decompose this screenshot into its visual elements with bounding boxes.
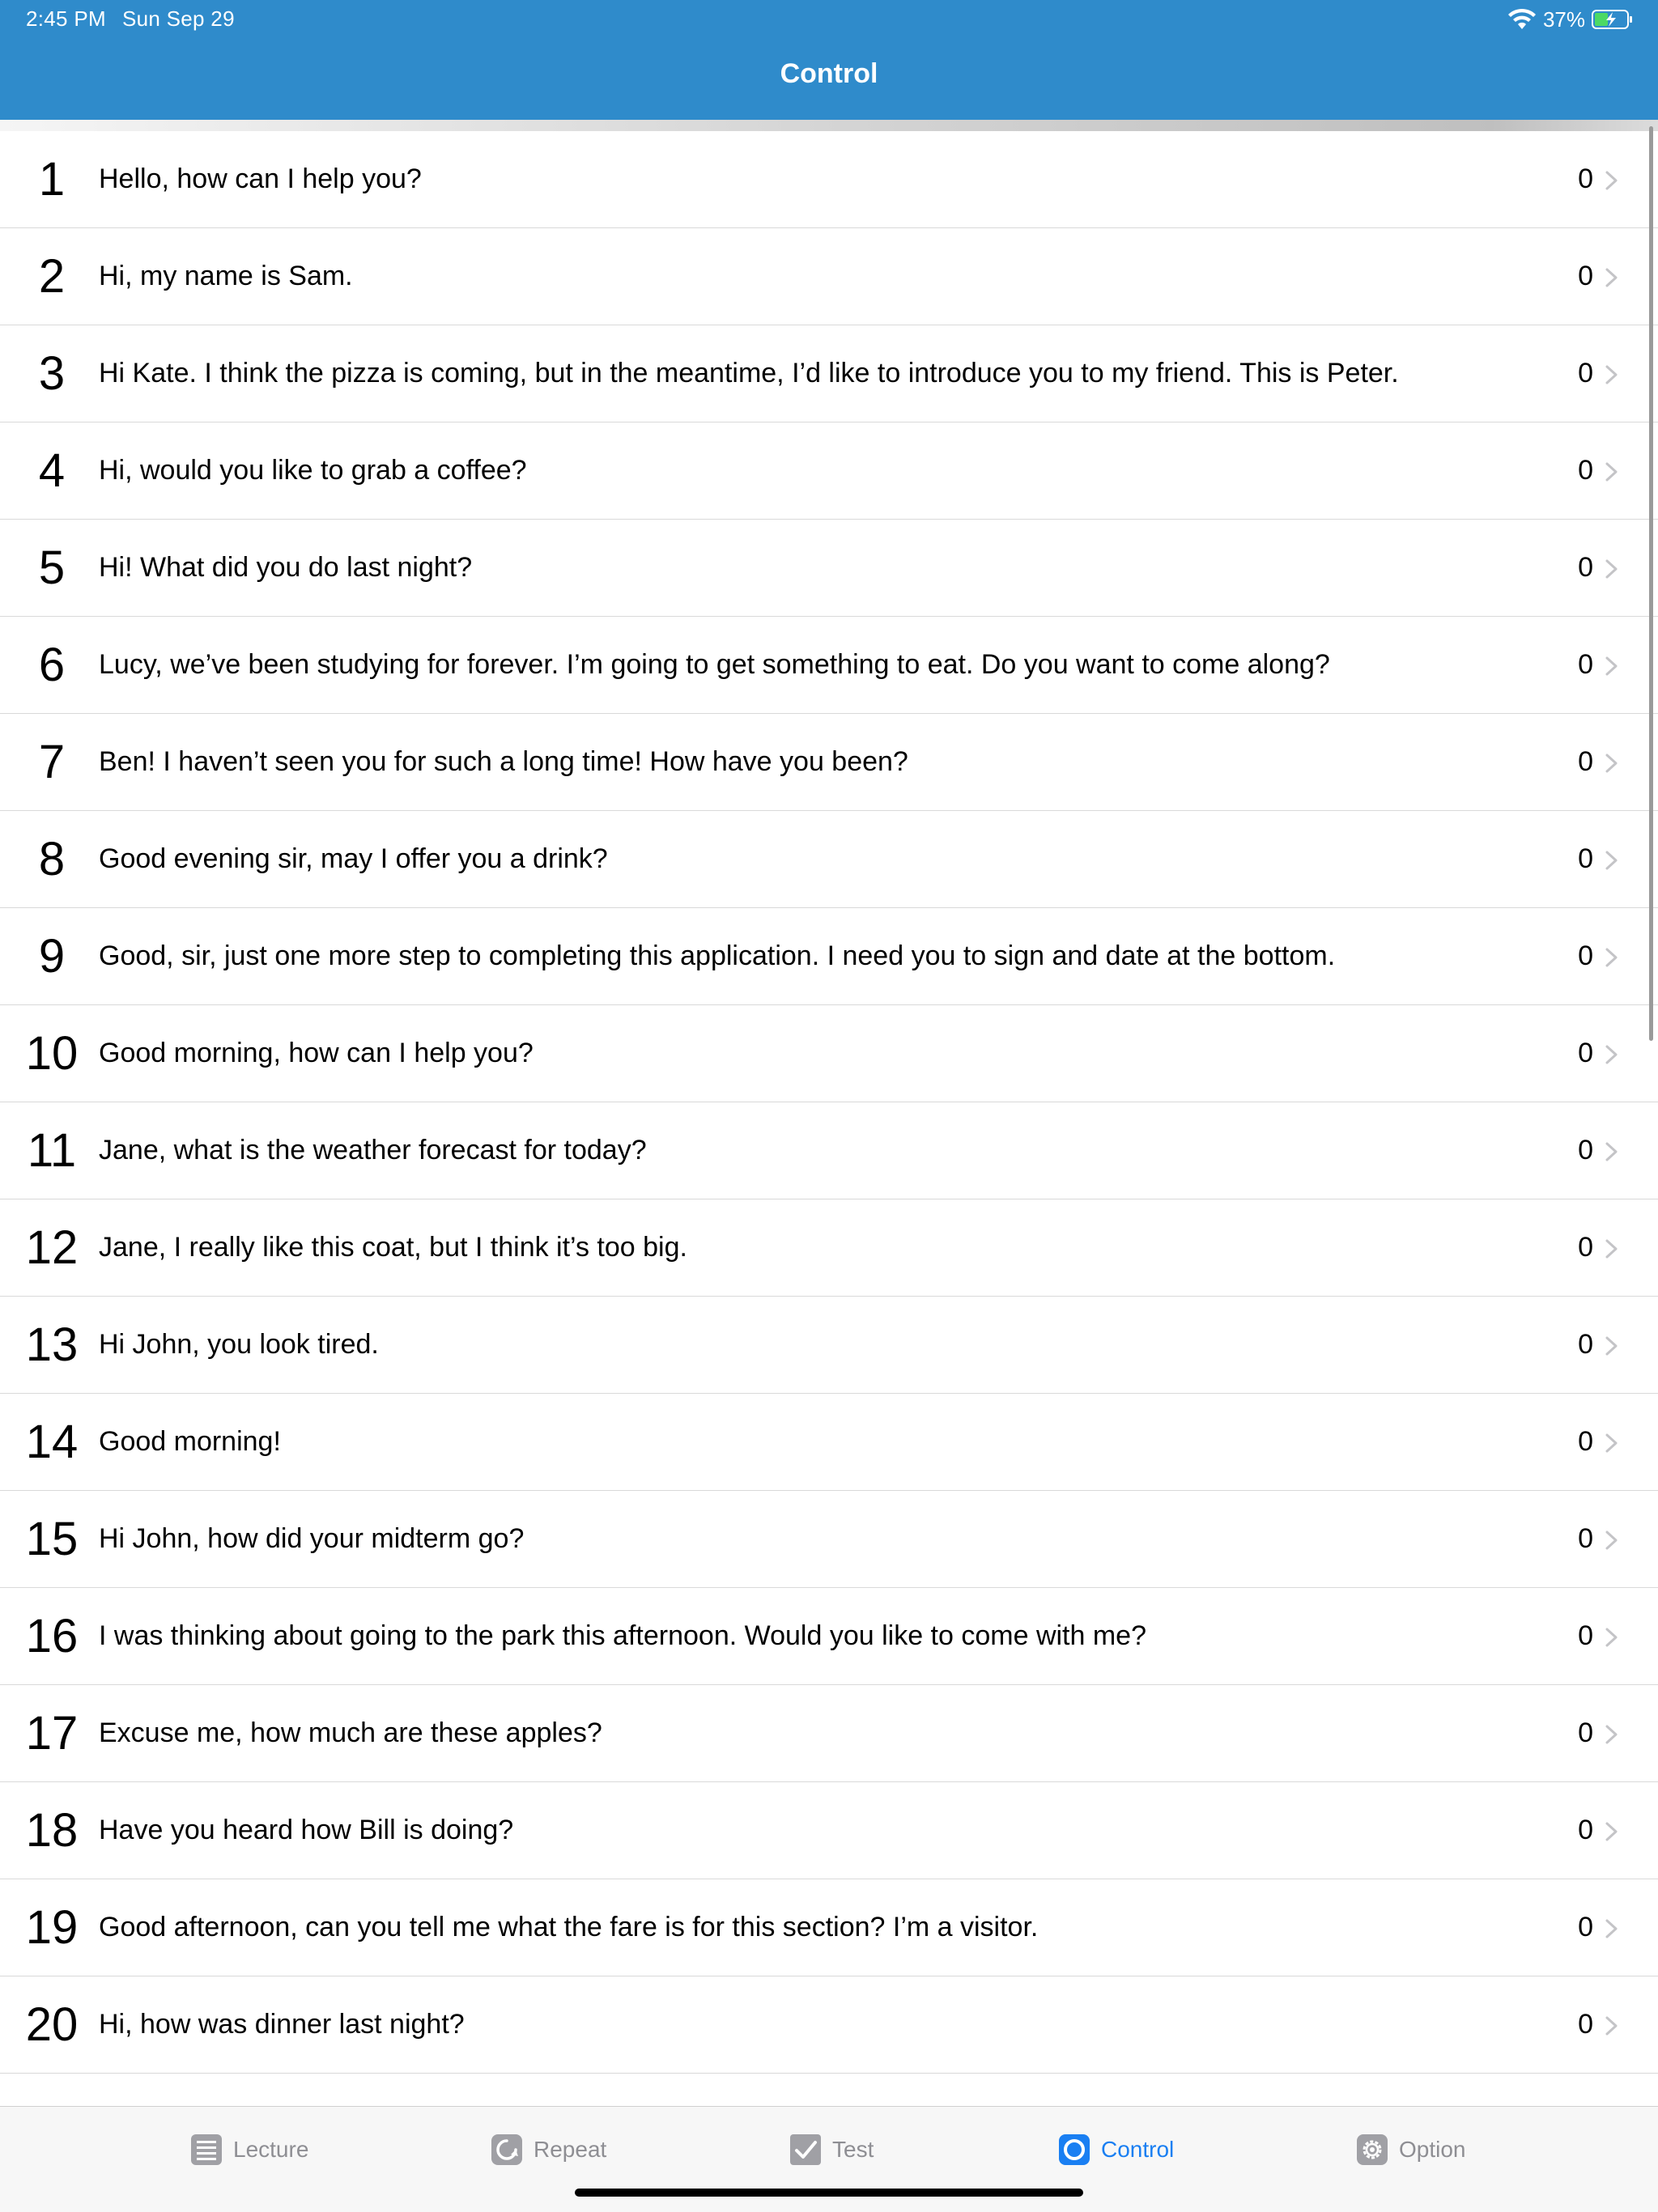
row-count: 0 xyxy=(1578,940,1593,971)
row-count: 0 xyxy=(1578,843,1593,874)
list-row[interactable] xyxy=(0,1782,1658,1879)
row-number: 5 xyxy=(38,541,66,594)
row-number: 9 xyxy=(38,930,66,983)
chevron-right-icon xyxy=(1605,1627,1619,1648)
list-row[interactable] xyxy=(0,131,1658,228)
list-row[interactable] xyxy=(0,1199,1658,1297)
row-count: 0 xyxy=(1578,1426,1593,1457)
chevron-right-icon xyxy=(1605,170,1619,191)
tab-label: Lecture xyxy=(233,2137,309,2162)
tab-label: Option xyxy=(1399,2137,1466,2162)
list-row[interactable] xyxy=(0,1297,1658,1394)
row-count: 0 xyxy=(1578,2009,1593,2040)
chevron-right-icon xyxy=(1605,1530,1619,1551)
chevron-right-icon xyxy=(1605,267,1619,288)
chevron-right-icon xyxy=(1605,1335,1619,1356)
row-sentence: Good morning, how can I help you? xyxy=(99,1038,534,1068)
row-count: 0 xyxy=(1578,1135,1593,1165)
circle-icon xyxy=(1057,2133,1091,2167)
chevron-right-icon xyxy=(1605,1238,1619,1259)
row-sentence: Jane, what is the weather forecast for today? xyxy=(99,1135,647,1165)
list-row[interactable] xyxy=(0,1005,1658,1102)
tab-option[interactable] xyxy=(1355,2131,1466,2168)
list-row[interactable] xyxy=(0,325,1658,422)
chevron-right-icon xyxy=(1605,558,1619,580)
row-sentence: Hi, my name is Sam. xyxy=(99,261,353,291)
chevron-right-icon xyxy=(1605,2015,1619,2036)
row-sentence: Lucy, we’ve been studying for forever. I’m going to get something to eat. Do you want to come along? xyxy=(99,649,1330,680)
chevron-right-icon xyxy=(1605,1821,1619,1842)
row-count: 0 xyxy=(1578,1717,1593,1748)
status-time: 2:45 PM xyxy=(26,6,106,31)
list-row[interactable] xyxy=(0,1879,1658,1976)
row-number: 7 xyxy=(38,736,66,788)
row-sentence: Hello, how can I help you? xyxy=(99,163,422,194)
list-row[interactable] xyxy=(0,617,1658,714)
row-sentence: Hi! What did you do last night? xyxy=(99,552,473,583)
list-row[interactable] xyxy=(0,1394,1658,1491)
row-count: 0 xyxy=(1578,1620,1593,1651)
row-number: 6 xyxy=(38,639,66,691)
tab-control[interactable] xyxy=(1057,2131,1174,2168)
list-row[interactable] xyxy=(0,714,1658,811)
row-count: 0 xyxy=(1578,746,1593,777)
chevron-right-icon xyxy=(1605,1724,1619,1745)
navigation-header xyxy=(0,0,1658,120)
home-indicator[interactable] xyxy=(575,2189,1083,2197)
repeat-icon xyxy=(490,2133,524,2167)
row-number: 15 xyxy=(25,1513,79,1565)
row-count: 0 xyxy=(1578,649,1593,680)
row-sentence: Excuse me, how much are these apples? xyxy=(99,1717,602,1748)
chevron-right-icon xyxy=(1605,461,1619,482)
row-count: 0 xyxy=(1578,1329,1593,1360)
list-row[interactable] xyxy=(0,1976,1658,2074)
row-sentence: Have you heard how Bill is doing? xyxy=(99,1815,514,1845)
page-title: Control xyxy=(780,58,878,89)
row-number: 18 xyxy=(25,1804,79,1857)
row-sentence: Hi, how was dinner last night? xyxy=(99,2009,465,2040)
row-sentence: Hi Kate. I think the pizza is coming, but in the meantime, I’d like to introduce you to my friend. This is Peter. xyxy=(99,358,1399,388)
checkmark-icon xyxy=(789,2133,823,2167)
wifi-icon xyxy=(1507,8,1537,31)
row-number: 8 xyxy=(38,833,66,885)
list-row[interactable] xyxy=(0,520,1658,617)
list-row[interactable] xyxy=(0,908,1658,1005)
chevron-right-icon xyxy=(1605,1141,1619,1162)
row-count: 0 xyxy=(1578,1523,1593,1554)
row-sentence: Hi, would you like to grab a coffee? xyxy=(99,455,527,486)
row-number: 20 xyxy=(25,1998,79,2051)
row-number: 4 xyxy=(38,444,66,497)
scroll-indicator[interactable] xyxy=(1649,126,1653,1041)
sentence-list xyxy=(0,131,1658,2074)
row-number: 12 xyxy=(25,1221,79,1274)
row-sentence: Hi John, how did your midterm go? xyxy=(99,1523,525,1554)
row-number: 3 xyxy=(38,347,66,400)
list-row[interactable] xyxy=(0,1102,1658,1199)
chevron-right-icon xyxy=(1605,753,1619,774)
row-count: 0 xyxy=(1578,1232,1593,1263)
row-count: 0 xyxy=(1578,1912,1593,1942)
row-sentence: Good afternoon, can you tell me what the fare is for this section? I’m a visitor. xyxy=(99,1912,1039,1942)
chevron-right-icon xyxy=(1605,850,1619,871)
row-number: 1 xyxy=(38,153,66,206)
row-number: 14 xyxy=(25,1416,79,1468)
chevron-right-icon xyxy=(1605,1918,1619,1939)
tab-label: Control xyxy=(1101,2137,1175,2162)
tab-repeat[interactable] xyxy=(490,2131,606,2168)
battery-charging-icon xyxy=(1592,9,1634,30)
row-number: 2 xyxy=(38,250,66,303)
chevron-right-icon xyxy=(1605,947,1619,968)
chevron-right-icon xyxy=(1605,656,1619,677)
status-bar-datetime xyxy=(26,6,251,32)
status-date: Sun Sep 29 xyxy=(121,6,235,31)
row-number: 16 xyxy=(25,1610,79,1662)
row-count: 0 xyxy=(1578,358,1593,388)
chevron-right-icon xyxy=(1605,364,1619,385)
list-row[interactable] xyxy=(0,228,1658,325)
row-number: 17 xyxy=(25,1707,79,1760)
row-sentence: I was thinking about going to the park this afternoon. Would you like to come with me? xyxy=(99,1620,1146,1651)
list-row[interactable] xyxy=(0,811,1658,908)
row-count: 0 xyxy=(1578,552,1593,583)
list-row[interactable] xyxy=(0,1685,1658,1782)
tab-label: Test xyxy=(832,2137,874,2162)
row-count: 0 xyxy=(1578,163,1593,194)
list-row[interactable] xyxy=(0,1491,1658,1588)
row-sentence: Good evening sir, may I offer you a drink? xyxy=(99,843,608,874)
battery-percent: 37% xyxy=(1542,6,1585,32)
row-count: 0 xyxy=(1578,1038,1593,1068)
row-number: 10 xyxy=(25,1027,79,1080)
gear-icon xyxy=(1355,2133,1389,2167)
row-number: 19 xyxy=(25,1901,79,1954)
row-count: 0 xyxy=(1578,455,1593,486)
list-row[interactable] xyxy=(0,422,1658,520)
row-count: 0 xyxy=(1578,1815,1593,1845)
chevron-right-icon xyxy=(1605,1044,1619,1065)
row-sentence: Good morning! xyxy=(99,1426,281,1457)
tab-test[interactable] xyxy=(789,2131,874,2168)
row-sentence: Hi John, you look tired. xyxy=(99,1329,379,1360)
header-shadow xyxy=(0,120,1658,131)
tab-lecture[interactable] xyxy=(189,2131,308,2168)
row-number: 13 xyxy=(25,1318,79,1371)
row-sentence: Good, sir, just one more step to completing this application. I need you to sign and date at the bottom. xyxy=(99,940,1336,971)
row-sentence: Ben! I haven’t seen you for such a long time! How have you been? xyxy=(99,746,908,777)
status-bar-indicators xyxy=(1507,5,1634,34)
row-sentence: Jane, I really like this coat, but I think it’s too big. xyxy=(99,1232,687,1263)
list-icon xyxy=(189,2133,223,2167)
row-number: 11 xyxy=(27,1124,77,1177)
list-row[interactable] xyxy=(0,1588,1658,1685)
row-count: 0 xyxy=(1578,261,1593,291)
chevron-right-icon xyxy=(1605,1433,1619,1454)
tab-label: Repeat xyxy=(534,2137,607,2162)
